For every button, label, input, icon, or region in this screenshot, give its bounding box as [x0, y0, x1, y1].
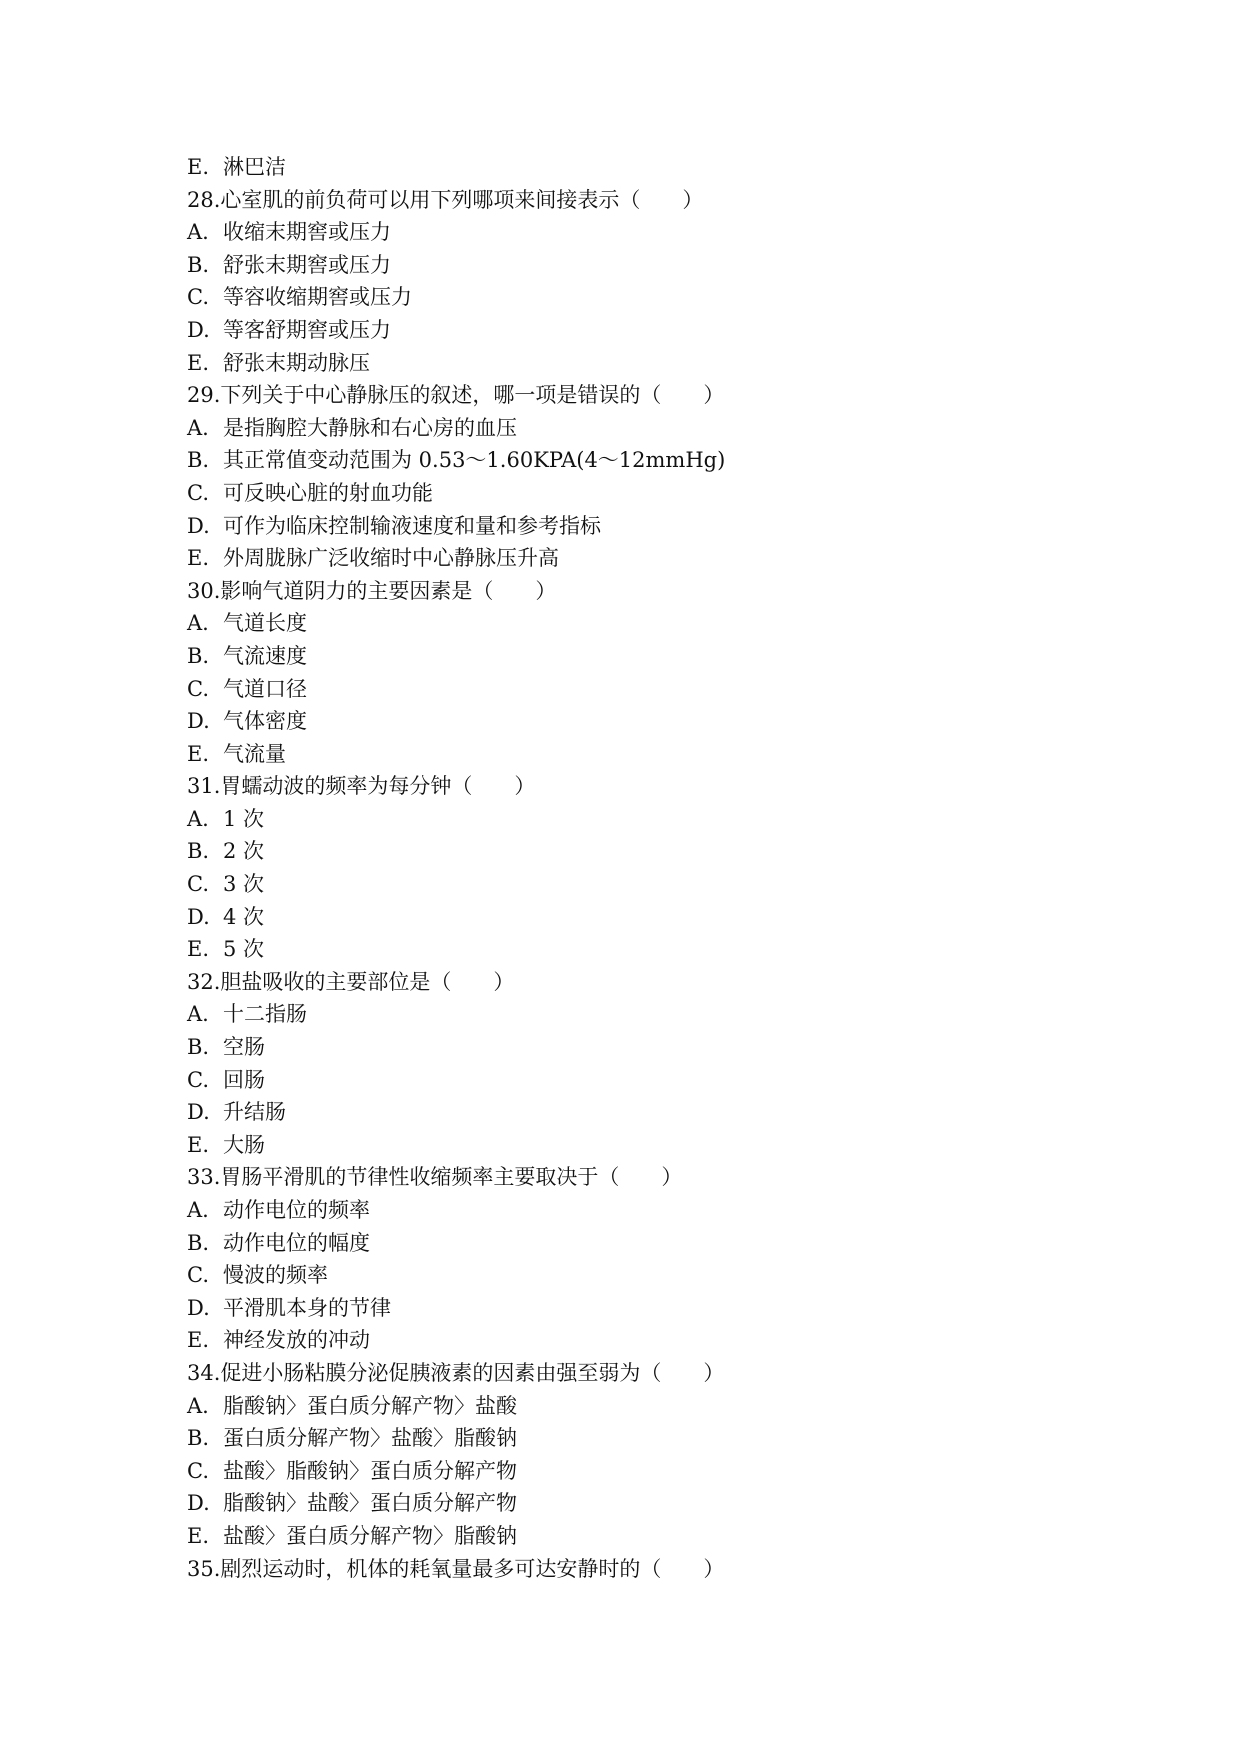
option-letter: A.	[187, 220, 209, 245]
option-text: 其正常值变动范围为 0.53～1.60KPA(4～12mmHg)	[223, 448, 726, 473]
option-text: 盐酸〉脂酸钠〉蛋白质分解产物	[223, 1458, 517, 1483]
option-text: 气流速度	[223, 643, 307, 668]
option-text: 动作电位的频率	[223, 1198, 370, 1222]
option-text: 空肠	[223, 1035, 265, 1060]
option-text: 舒张末期动脉压	[223, 350, 370, 375]
option-line	[187, 510, 1087, 543]
option-text: 神经发放的冲动	[223, 1328, 370, 1353]
option-text: 淋巴洁	[223, 155, 286, 179]
option-letter: E.	[187, 546, 210, 571]
option-text: 平滑肌本身的节律	[223, 1295, 391, 1320]
option-letter: B.	[187, 643, 210, 668]
option-text: 升结肠	[223, 1100, 286, 1125]
option-text: 3 次	[223, 872, 265, 897]
option-line	[187, 1390, 1087, 1423]
option-line	[187, 1064, 1087, 1097]
option-line	[187, 998, 1087, 1031]
option-letter: A.	[187, 611, 209, 636]
question-stem: 28.心室肌的前负荷可以用下列哪项来间接表示（ ）	[187, 187, 704, 212]
option-line	[187, 607, 1087, 640]
option-text: 1 次	[223, 806, 265, 831]
option-letter: E.	[187, 741, 210, 766]
option-line	[187, 738, 1087, 771]
option-line	[187, 314, 1087, 347]
option-line	[187, 412, 1087, 445]
option-text: 脂酸钠〉蛋白质分解产物〉盐酸	[223, 1393, 517, 1418]
option-letter: A.	[187, 1198, 209, 1222]
option-line	[187, 281, 1087, 314]
question-list	[187, 184, 1087, 1586]
option-text: 可反映心脏的射血功能	[223, 480, 433, 505]
option-text: 气道长度	[223, 611, 307, 636]
question-stem: 30.影响气道阴力的主要因素是（ ）	[187, 578, 557, 603]
option-line	[187, 1292, 1087, 1325]
option-text: 等客舒期窖或压力	[223, 317, 391, 342]
option-letter: D.	[187, 1100, 210, 1125]
option-text: 舒张末期窖或压力	[223, 252, 391, 277]
option-letter: A.	[187, 1393, 209, 1418]
option-letter: D.	[187, 513, 210, 538]
option-letter: B.	[187, 839, 210, 864]
option-line	[187, 444, 1087, 477]
question-stem: 31.胃蠕动波的频率为每分钟（ ）	[187, 774, 536, 799]
option-letter: C.	[187, 285, 209, 310]
option-line	[187, 640, 1087, 673]
option-letter: B.	[187, 1035, 210, 1060]
option-letter: C.	[187, 872, 209, 897]
option-line	[187, 1259, 1087, 1292]
option-letter: A.	[187, 1002, 209, 1027]
option-line	[187, 803, 1087, 836]
option-line	[187, 1455, 1087, 1488]
option-letter: C.	[187, 1458, 209, 1483]
option-text: 等容收缩期窖或压力	[223, 285, 412, 310]
option-line	[187, 1031, 1087, 1064]
option-text: 气流量	[223, 741, 286, 766]
option-text: 慢波的频率	[223, 1263, 328, 1288]
option-line	[187, 1227, 1087, 1260]
option-letter: D.	[187, 1491, 210, 1516]
document-page	[187, 151, 1087, 1585]
question-stem: 34.促进小肠粘膜分泌促胰液素的因素由强至弱为（ ）	[187, 1360, 725, 1385]
option-text: 回肠	[223, 1067, 265, 1092]
option-text: 盐酸〉蛋白质分解产物〉脂酸钠	[223, 1523, 517, 1548]
option-line	[187, 1487, 1087, 1520]
option-letter: B.	[187, 448, 210, 473]
option-letter: E.	[187, 155, 210, 179]
option-letter: E.	[187, 1523, 210, 1548]
option-line	[187, 1520, 1087, 1553]
option-letter: E.	[187, 1132, 210, 1157]
option-line	[187, 216, 1087, 249]
option-text: 气体密度	[223, 709, 307, 734]
option-line	[187, 933, 1087, 966]
option-letter: B.	[187, 1230, 210, 1255]
option-line	[187, 151, 1087, 184]
option-letter: D.	[187, 317, 210, 342]
option-letter: B.	[187, 252, 210, 277]
option-line	[187, 477, 1087, 510]
option-letter: C.	[187, 1263, 209, 1288]
option-letter: C.	[187, 480, 209, 505]
option-letter: C.	[187, 1067, 209, 1092]
option-letter: B.	[187, 1426, 210, 1451]
option-text: 2 次	[223, 839, 265, 864]
question-stem: 35.剧烈运动时，机体的耗氧量最多可达安静时的（ ）	[187, 1556, 725, 1581]
option-text: 十二指肠	[223, 1002, 307, 1027]
option-text: 可作为临床控制输液速度和量和参考指标	[223, 513, 601, 538]
question-stem: 32.胆盐吸收的主要部位是（ ）	[187, 969, 515, 994]
option-line	[187, 835, 1087, 868]
option-text: 5 次	[223, 937, 265, 962]
option-line	[187, 705, 1087, 738]
option-letter: D.	[187, 709, 210, 734]
option-letter: A.	[187, 806, 209, 831]
option-letter: D.	[187, 1295, 210, 1320]
option-line	[187, 347, 1087, 380]
option-text: 脂酸钠〉盐酸〉蛋白质分解产物	[223, 1491, 517, 1516]
option-letter: E.	[187, 1328, 210, 1353]
option-line	[187, 542, 1087, 575]
option-text: 外周胧脉广泛收缩时中心静脉压升高	[223, 546, 559, 571]
option-text: 大肠	[223, 1132, 265, 1157]
option-letter: A.	[187, 415, 209, 440]
option-letter: D.	[187, 904, 210, 929]
question-stem: 29.下列关于中心静脉压的叙述，哪一项是错误的（ ）	[187, 383, 725, 408]
option-line	[187, 249, 1087, 282]
option-letter: E.	[187, 350, 210, 375]
option-line	[187, 673, 1087, 706]
option-line	[187, 1324, 1087, 1357]
option-letter: C.	[187, 676, 209, 701]
option-text: 4 次	[223, 904, 265, 929]
option-line	[187, 1129, 1087, 1162]
option-line	[187, 868, 1087, 901]
option-line	[187, 901, 1087, 934]
option-text: 是指胸腔大静脉和右心房的血压	[223, 415, 517, 440]
option-text: 收缩末期窖或压力	[223, 220, 391, 245]
option-line	[187, 1096, 1087, 1129]
option-line	[187, 1194, 1087, 1227]
option-text: 气道口径	[223, 676, 307, 701]
option-text: 动作电位的幅度	[223, 1230, 370, 1255]
option-letter: E.	[187, 937, 210, 962]
question-stem: 33.胃肠平滑肌的节律性收缩频率主要取决于（ ）	[187, 1165, 683, 1190]
option-text: 蛋白质分解产物〉盐酸〉脂酸钠	[223, 1426, 517, 1451]
option-line	[187, 1422, 1087, 1455]
